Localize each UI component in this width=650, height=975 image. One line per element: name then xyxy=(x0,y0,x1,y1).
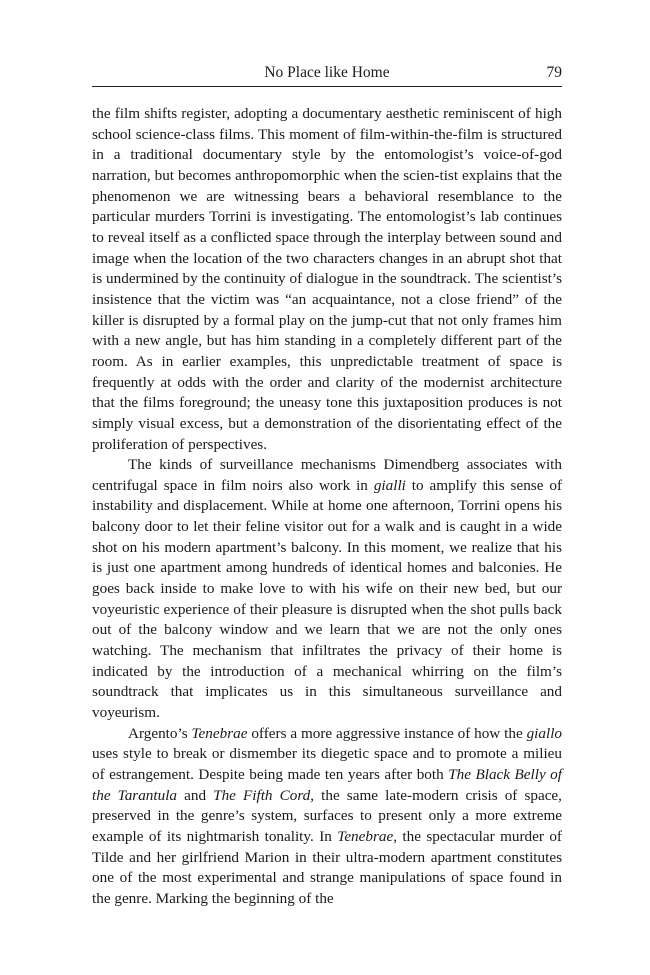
paragraph xyxy=(92,724,562,910)
text-run: The kinds of surveillance mechanisms Dimendberg associates with centrifugal space in film noirs also work in xyxy=(92,456,562,494)
italic-title: The Fifth Cord xyxy=(213,786,311,804)
page-number: 79 xyxy=(546,64,562,81)
text-run: , the spectacular murder of Tilde and her girlfriend Marion in their ultra-modern apartment constitutes one of the most experimental and strange manipulations of space found in the genre. Marking the beginning of the xyxy=(92,827,562,907)
paragraph xyxy=(92,104,562,455)
text-run: and xyxy=(177,786,214,804)
paragraph xyxy=(92,455,562,724)
italic-title: The Black Belly of the Tarantula xyxy=(92,766,562,804)
running-title: No Place like Home xyxy=(264,64,390,81)
running-header xyxy=(92,64,562,87)
text-run: to amplify this sense of instability and displacement. While at home one afternoon, Torrini opens his balcony door to let their feline visitor out for a walk and is caught in a wide shot on his modern apartment’s balcony. In this moment, we realize that his is just one apartment among hundreds of identical homes and balconies. He goes back inside to make love to with his wife on their new bed, but our voyeuristic experience of their pleasure is disrupted when the shot pulls back out of the balcony window and we learn that we are not the only ones watching. The mechanism that infiltrates the privacy of their home is indicated by the introduction of a mechanical whirring on the film’s soundtrack that implicates us in this simultaneous surveillance and voyeurism. xyxy=(92,476,563,722)
body-text xyxy=(92,104,562,910)
italic-title: Tenebrae xyxy=(337,827,394,845)
text-run: the film shifts register, adopting a documentary aesthetic reminiscent of high school science-class films. This moment of film-within-the-film is structured in a traditional documentary style by the entomologist’s voice-of-god narration, but becomes anthropomorphic when the scien-tist explains that the phenomenon we are witnessing bears a behavioral resemblance to the particular murders Torrini is investigating. The entomologist’s lab continues to reveal itself as a conflicted space through the interplay between sound and image when the location of the two characters changes in an abrupt shot that is undermined by the continuity of dialogue in the soundtrack. The scientist’s insistence that the victim was “an acquaintance, not a close friend” of the killer is disrupted by a formal play on the jump-cut that not only frames him with a new angle, but has him standing in a completely different part of the room. As in earlier examples, this unpredictable treatment of space is frequently at odds with the order and clarity of the modernist architecture that the films foreground; the uneasy tone this juxtaposition produces is not simply visual excess, but a demonstration of the disorientating effect of the proliferation of perspectives. xyxy=(92,105,562,453)
italic-title: Tenebrae xyxy=(191,724,248,742)
text-run: Argento’s xyxy=(128,724,192,742)
text-run: , the same late-modern crisis of space, preserved in the genre’s system, surfaces to present only a more extreme example of its nightmarish tonality. In xyxy=(92,786,562,845)
italic-term: giallo xyxy=(526,724,563,742)
text-run: uses style to break or dismember its diegetic space and to promote a milieu of estrangement. Despite being made ten years after both xyxy=(92,745,562,783)
italic-term: gialli xyxy=(373,476,406,494)
text-run: offers a more aggressive instance of how the xyxy=(247,724,527,742)
